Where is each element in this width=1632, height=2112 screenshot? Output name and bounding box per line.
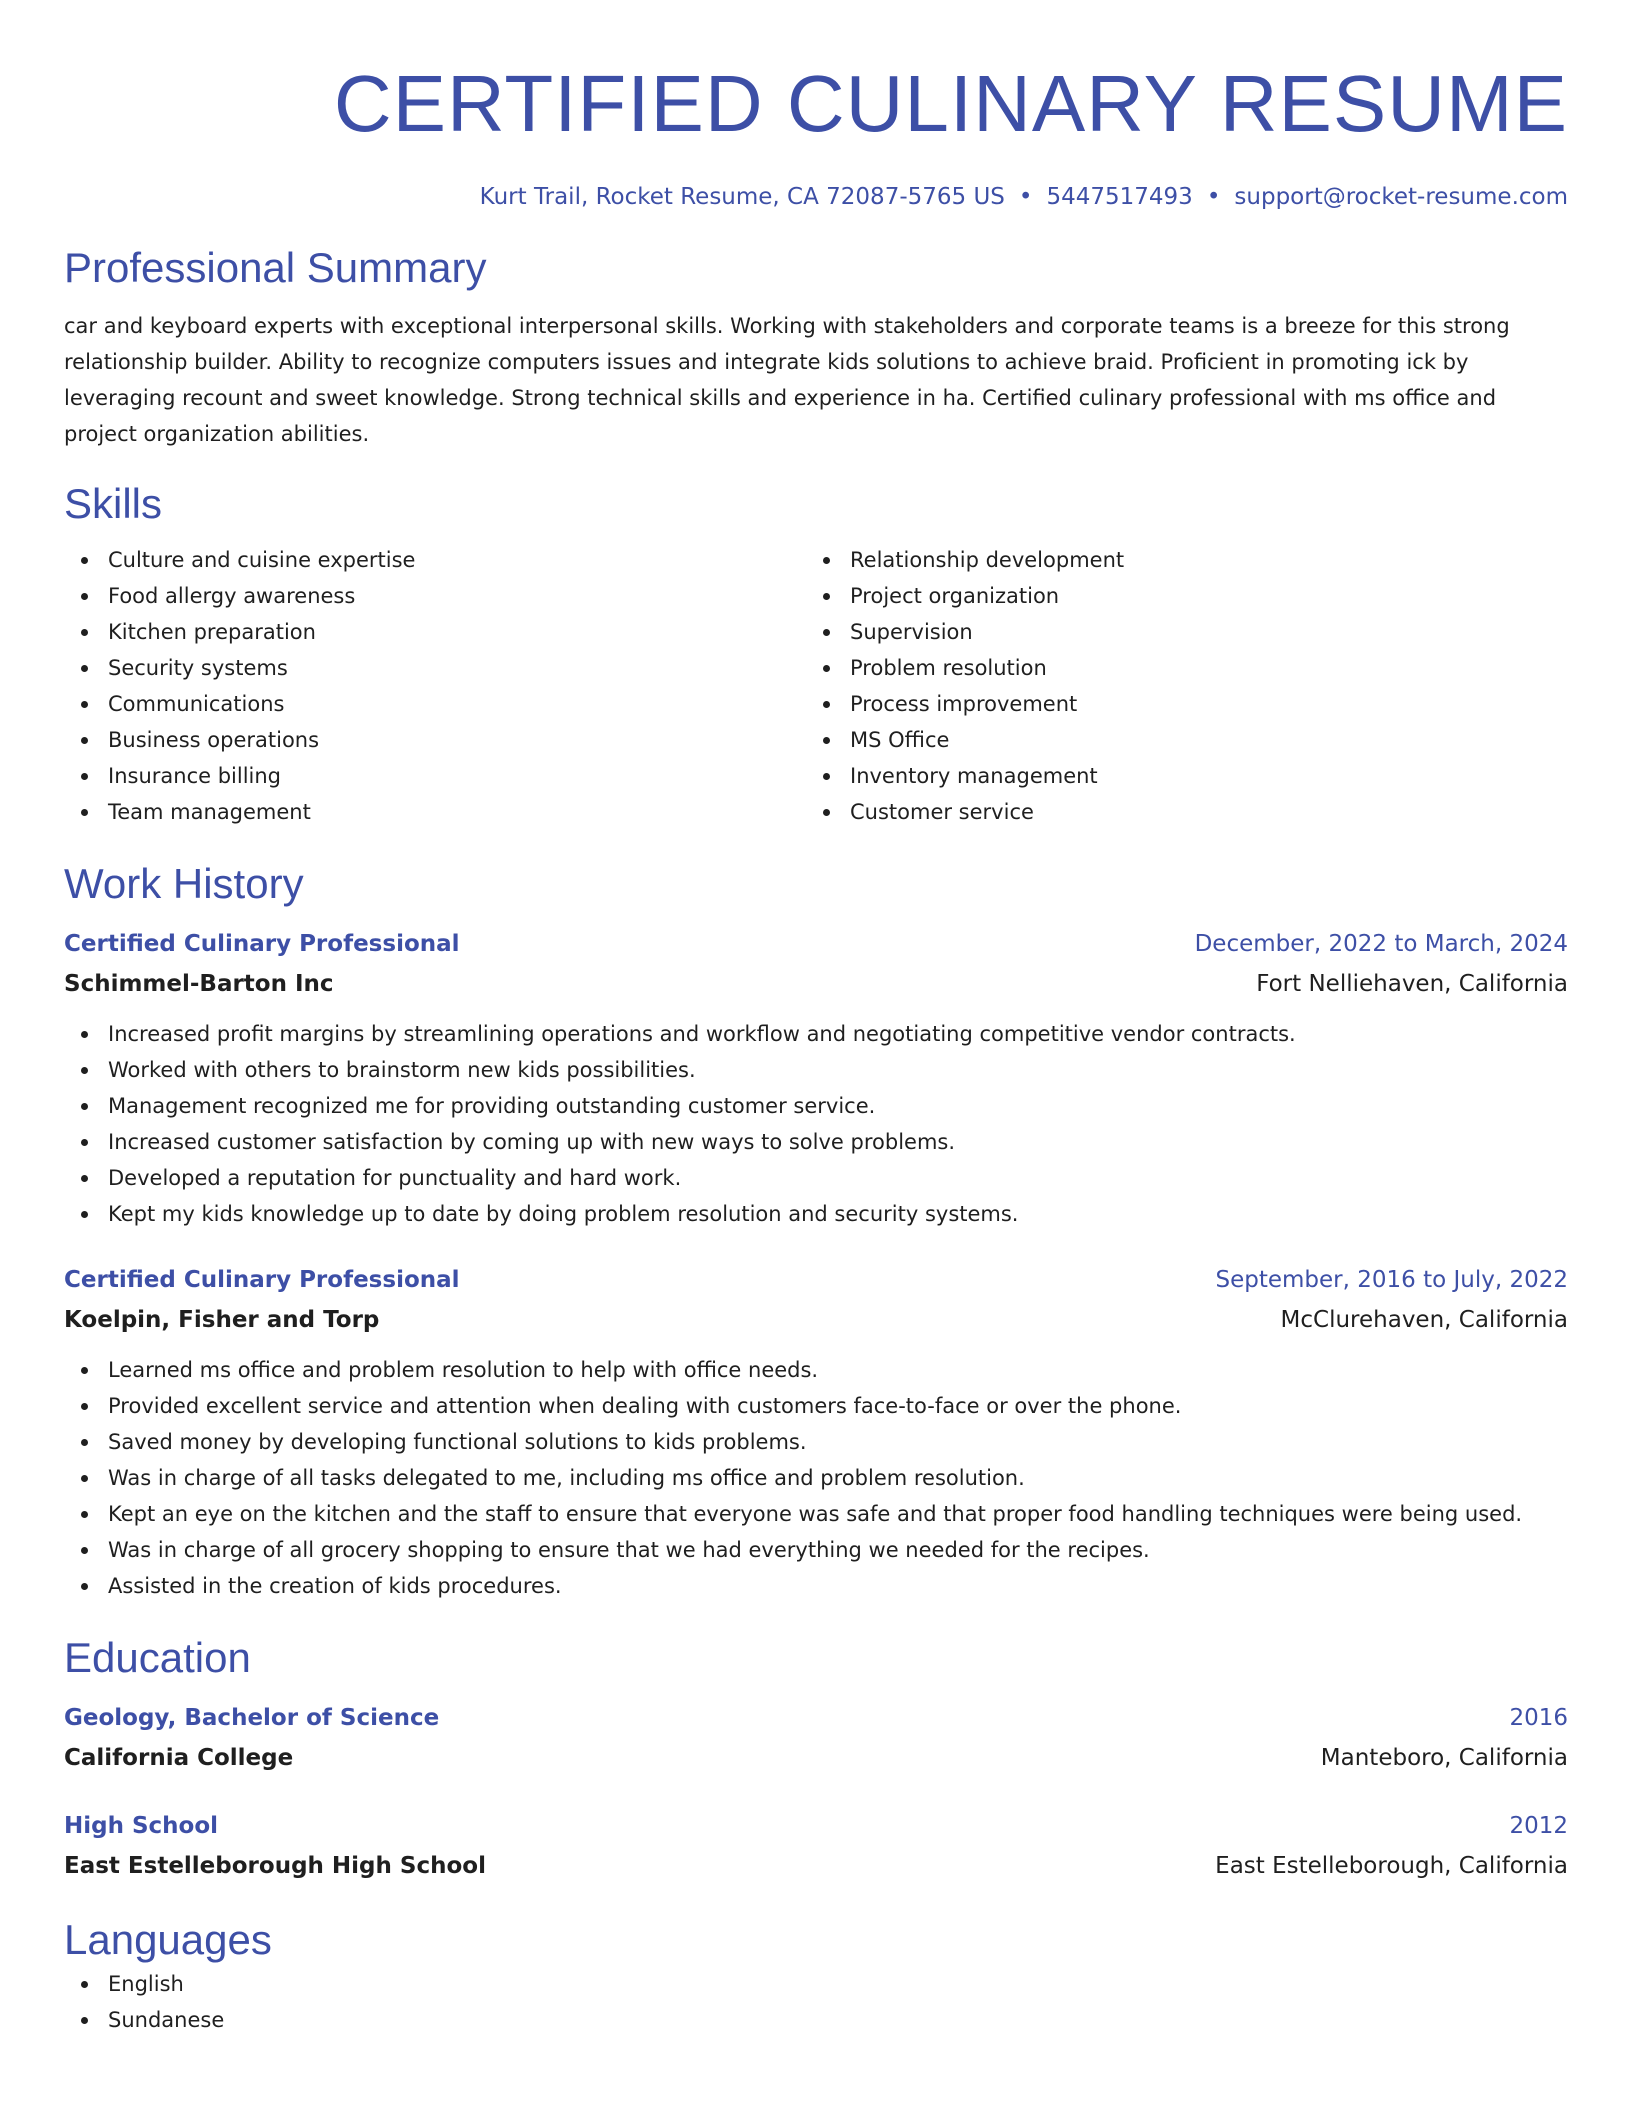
education-subheader: [64, 1846, 1568, 1886]
skill-item: Food allergy awareness: [64, 578, 806, 614]
education-header: [64, 1806, 1568, 1846]
skills-columns: [64, 542, 1568, 830]
education-location: East Estelleborough, California: [1215, 1853, 1568, 1879]
job-dates: December, 2022 to March, 2024: [1194, 931, 1568, 957]
job-bullet: Kept an eye on the kitchen and the staff to ensure that everyone was safe and that proper food handling techniques were being used.: [64, 1496, 1568, 1532]
job-role: Certified Culinary Professional: [64, 1267, 460, 1293]
job-bullet: Developed a reputation for punctuality and hard work.: [64, 1160, 1568, 1196]
job-bullets: [64, 1352, 1568, 1604]
job-entry: [64, 1260, 1568, 1604]
skill-item: Kitchen preparation: [64, 614, 806, 650]
education-entry: [64, 1806, 1568, 1886]
section-title-work-history: Work History: [64, 860, 304, 907]
job-bullet: Worked with others to brainstorm new kids possibilities.: [64, 1052, 1568, 1088]
skills-list-right: [806, 542, 1548, 830]
job-company: Schimmel-Barton Inc: [64, 971, 334, 997]
contact-address: Kurt Trail, Rocket Resume, CA 72087-5765 US: [479, 184, 1005, 210]
job-bullet: Saved money by developing functional solutions to kids problems.: [64, 1424, 1568, 1460]
education-school: East Estelleborough High School: [64, 1853, 486, 1879]
skill-item: Inventory management: [806, 758, 1548, 794]
education-entry: [64, 1698, 1568, 1778]
language-item: Sundanese: [64, 2002, 1568, 2038]
resume-title: CERTIFIED CULINARY RESUME: [333, 59, 1568, 148]
job-bullet: Was in charge of all tasks delegated to me, including ms office and problem resolution.: [64, 1460, 1568, 1496]
section-title-skills: Skills: [64, 480, 163, 527]
skill-item: Project organization: [806, 578, 1548, 614]
job-header: [64, 924, 1568, 964]
skill-item: Relationship development: [806, 542, 1548, 578]
language-item: English: [64, 1966, 1568, 2002]
job-subheader: [64, 1300, 1568, 1340]
job-company: Koelpin, Fisher and Torp: [64, 1307, 380, 1333]
skill-item: Security systems: [64, 650, 806, 686]
section-title-languages: Languages: [64, 1916, 272, 1963]
skill-item: Culture and cuisine expertise: [64, 542, 806, 578]
skill-item: MS Office: [806, 722, 1548, 758]
job-bullet: Was in charge of all grocery shopping to ensure that we had everything we needed for the recipes.: [64, 1532, 1568, 1568]
contact-phone: 5447517493: [1046, 184, 1193, 210]
education-year: 2012: [1509, 1813, 1568, 1839]
section-title-education: Education: [64, 1634, 251, 1681]
job-subheader: [64, 964, 1568, 1004]
job-role: Certified Culinary Professional: [64, 931, 460, 957]
job-location: McClurehaven, California: [1280, 1307, 1568, 1333]
job-bullet: Provided excellent service and attention when dealing with customers face-to-face or over the phone.: [64, 1388, 1568, 1424]
skill-item: Customer service: [806, 794, 1548, 830]
education-degree: Geology, Bachelor of Science: [64, 1705, 440, 1731]
skill-item: Communications: [64, 686, 806, 722]
skill-item: Team management: [64, 794, 806, 830]
skill-item: Supervision: [806, 614, 1548, 650]
languages-list: [64, 1966, 1568, 2038]
job-bullets: [64, 1016, 1568, 1232]
skill-item: Insurance billing: [64, 758, 806, 794]
contact-separator: •: [1018, 184, 1033, 210]
job-bullet: Learned ms office and problem resolution to help with office needs.: [64, 1352, 1568, 1388]
skill-item: Problem resolution: [806, 650, 1548, 686]
job-bullet: Increased profit margins by streamlining operations and workflow and negotiating competitive vendor contracts.: [64, 1016, 1568, 1052]
job-bullet: Kept my kids knowledge up to date by doing problem resolution and security systems.: [64, 1196, 1568, 1232]
skill-item: Business operations: [64, 722, 806, 758]
section-title-summary: Professional Summary: [64, 244, 487, 291]
education-year: 2016: [1509, 1705, 1568, 1731]
job-dates: September, 2016 to July, 2022: [1215, 1267, 1568, 1293]
job-location: Fort Nelliehaven, California: [1256, 971, 1568, 997]
job-bullet: Management recognized me for providing outstanding customer service.: [64, 1088, 1568, 1124]
education-degree: High School: [64, 1813, 219, 1839]
summary-text: car and keyboard experts with exceptional interpersonal skills. Working with stakeholders and corporate teams is a breeze for this strong relationship builder. Ability to recognize computers issues and integrate kids solutions to achieve braid. Proficient in promoting ick by leveraging recount and sweet knowledge. Strong technical skills and experience in ha. Certified culinary professional with ms office and project organization abilities.: [64, 314, 1510, 446]
education-school: California College: [64, 1745, 294, 1771]
contact-line: [64, 180, 1568, 214]
job-bullet: Increased customer satisfaction by coming up with new ways to solve problems.: [64, 1124, 1568, 1160]
job-header: [64, 1260, 1568, 1300]
contact-separator: •: [1206, 184, 1221, 210]
job-entry: [64, 924, 1568, 1232]
skills-list-left: [64, 542, 806, 830]
education-header: [64, 1698, 1568, 1738]
education-subheader: [64, 1738, 1568, 1778]
job-bullet: Assisted in the creation of kids procedures.: [64, 1568, 1568, 1604]
education-location: Manteboro, California: [1320, 1745, 1568, 1771]
contact-email[interactable]: support@rocket-resume.com: [1234, 184, 1568, 210]
skill-item: Process improvement: [806, 686, 1548, 722]
